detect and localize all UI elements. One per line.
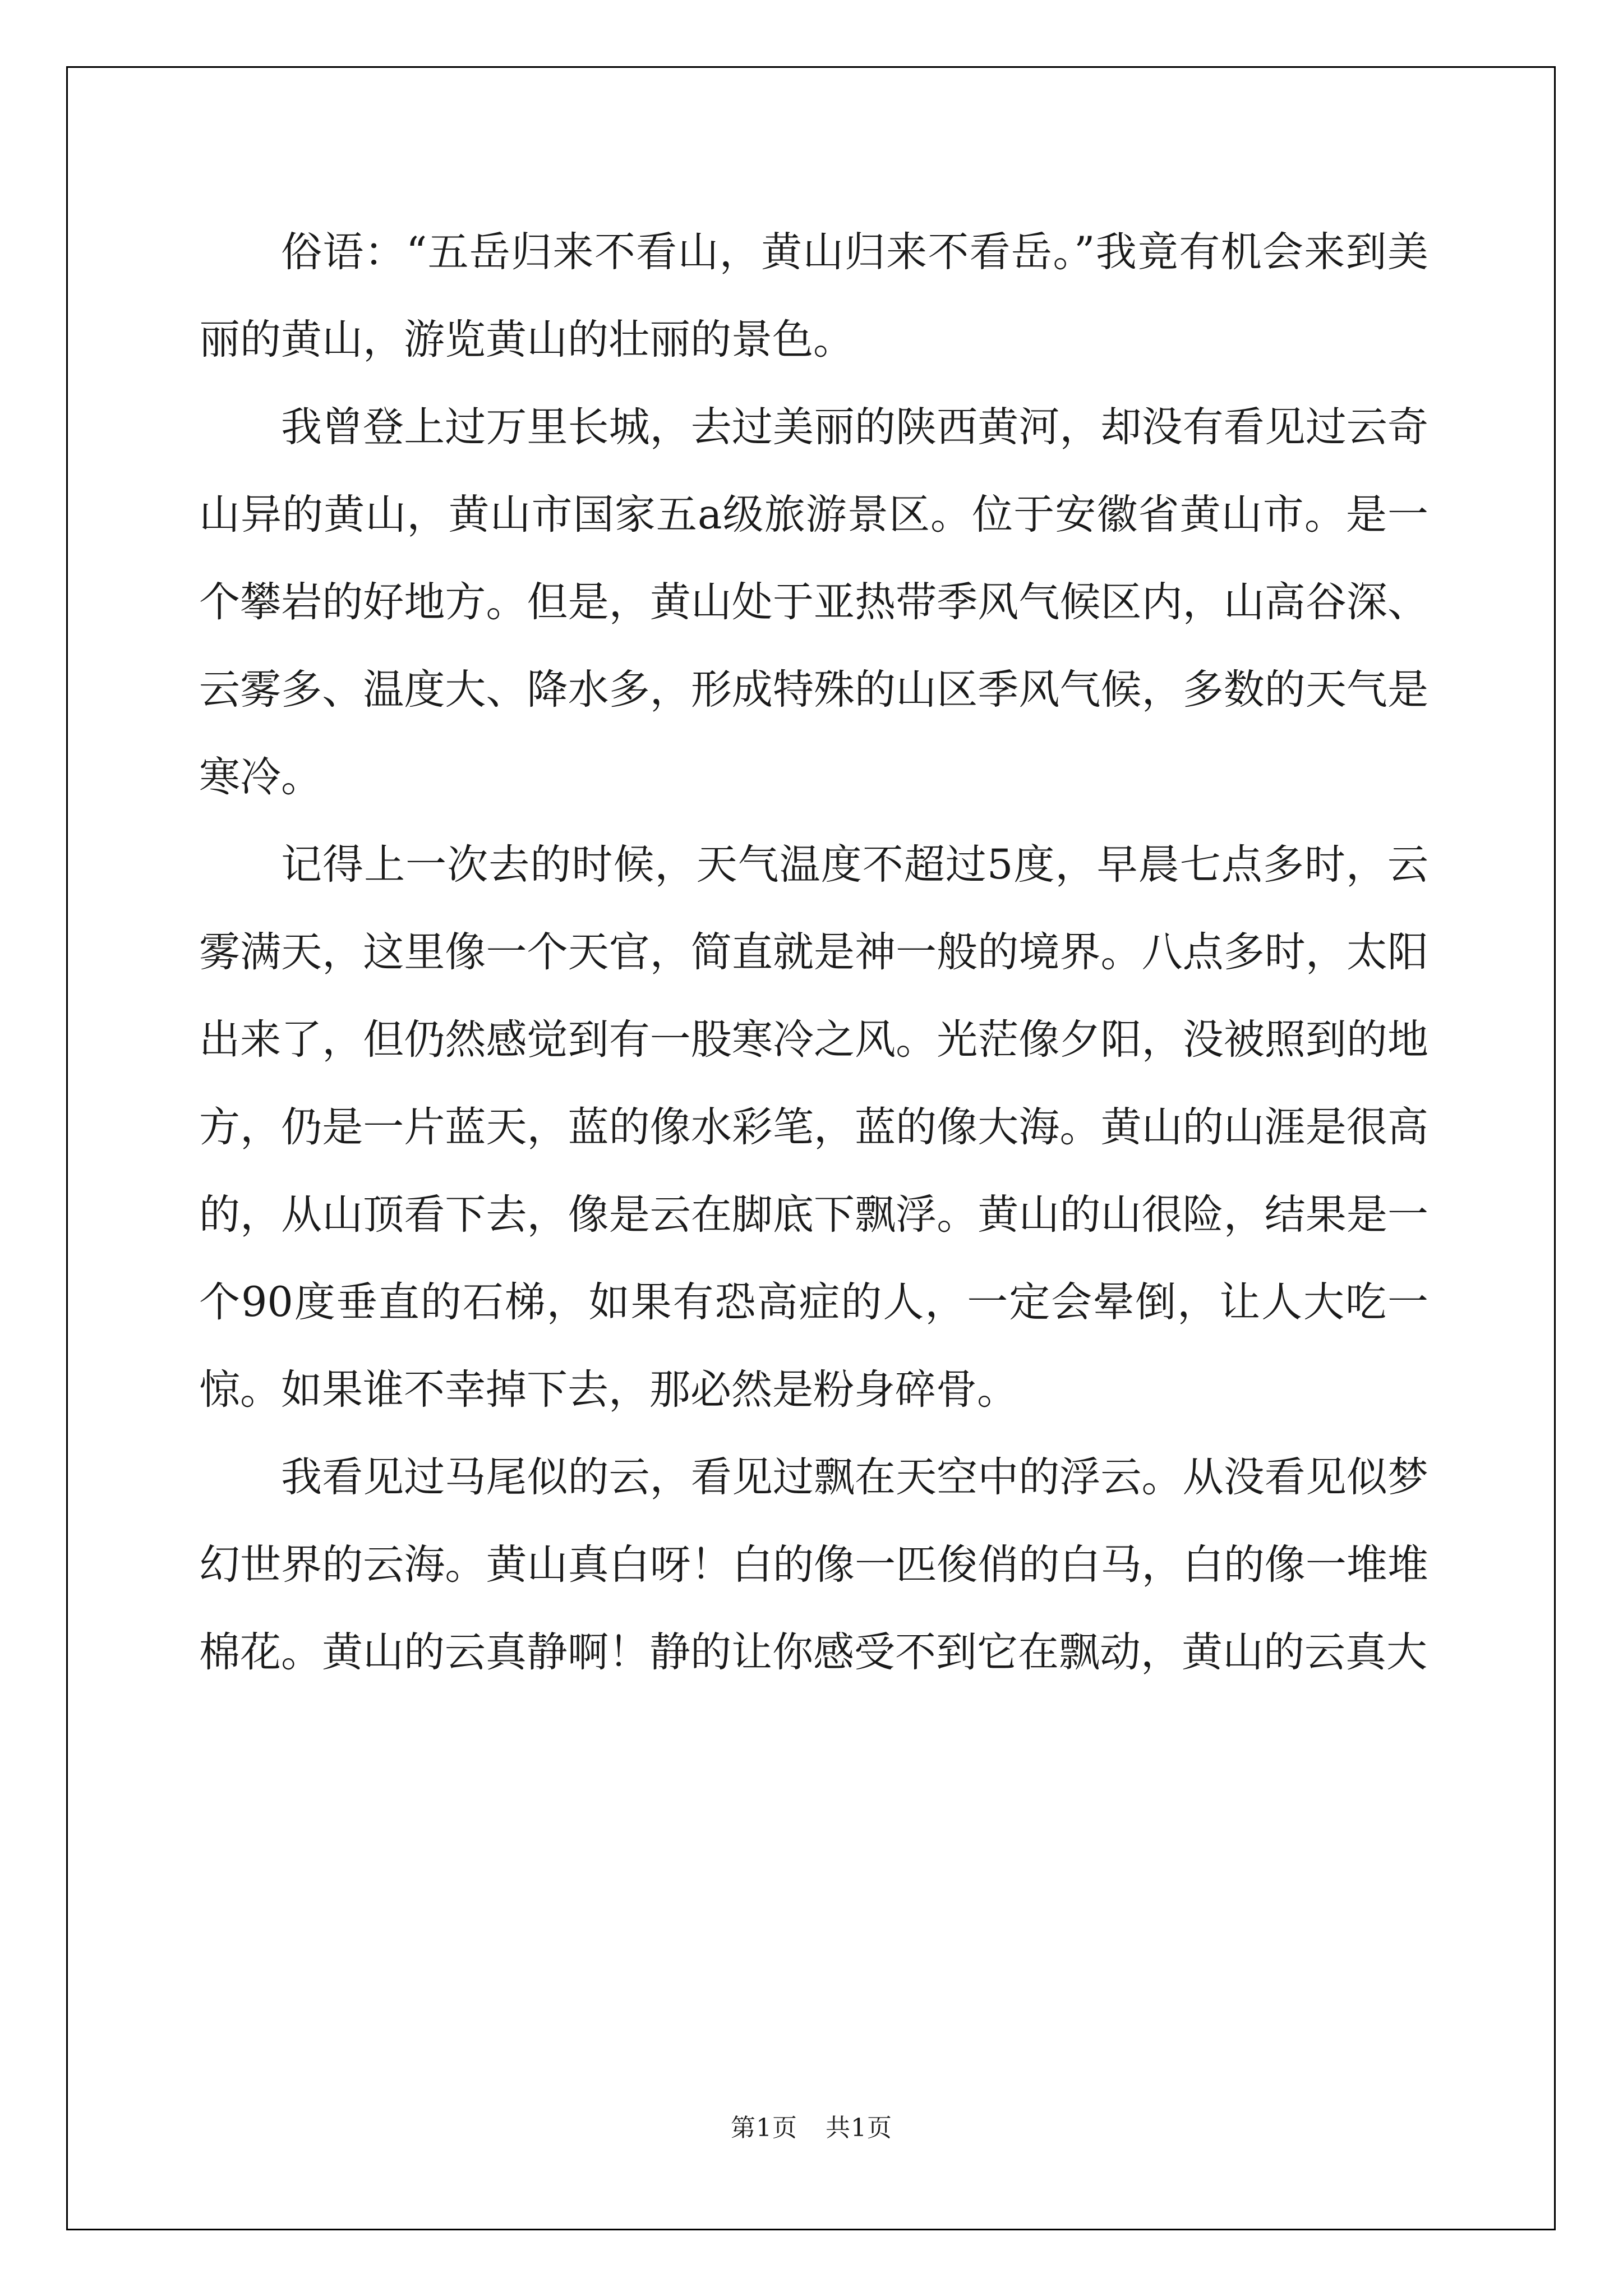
page-total: 共1页 (826, 2114, 892, 2142)
page-footer (0, 2108, 1623, 2143)
document-body (199, 209, 1428, 1696)
paragraph: 我看见过马尾似的云，看见过飘在天空中的浮云。从没看见似梦幻世界的云海。黄山真白呀！白的像一匹俊俏的白马，白的像一堆堆棉花。黄山的云真静啊！静的让你感受不到它在飘动，黄山的云真大 (199, 1453, 1428, 1676)
paragraph: 记得上一次去的时候，天气温度不超过5度，早晨七点多时，云雾满天，这里像一个天官，简直就是神一般的境界。八点多时，太阳出来了，但仍然感觉到有一股寒冷之风。光茫像夕阳，没被照到的地方，仍是一片蓝天，蓝的像水彩笔，蓝的像大海。黄山的山涯是很高的，从山顶看下去，像是云在脚底下飘浮。黄山的山很险，结果是一个90度垂直的石梯，如果有恐高症的人，一定会晕倒，让人大吃一惊。如果谁不幸掉下去，那必然是粉身碎骨。 (199, 841, 1428, 1414)
paragraph: 我曾登上过万里长城，去过美丽的陕西黄河，却没有看见过云奇山异的黄山，黄山市国家五a级旅游景区。位于安徽省黄山市。是一个攀岩的好地方。但是，黄山处于亚热带季风气候区内，山高谷深、云雾多、温度大、降水多，形成特殊的山区季风气候，多数的天气是寒冷。 (199, 403, 1428, 801)
page-number: 第1页 (731, 2114, 797, 2142)
paragraph: 俗语：“五岳归来不看山，黄山归来不看岳。”我竟有机会来到美丽的黄山，游览黄山的壮丽的景色。 (199, 228, 1428, 364)
